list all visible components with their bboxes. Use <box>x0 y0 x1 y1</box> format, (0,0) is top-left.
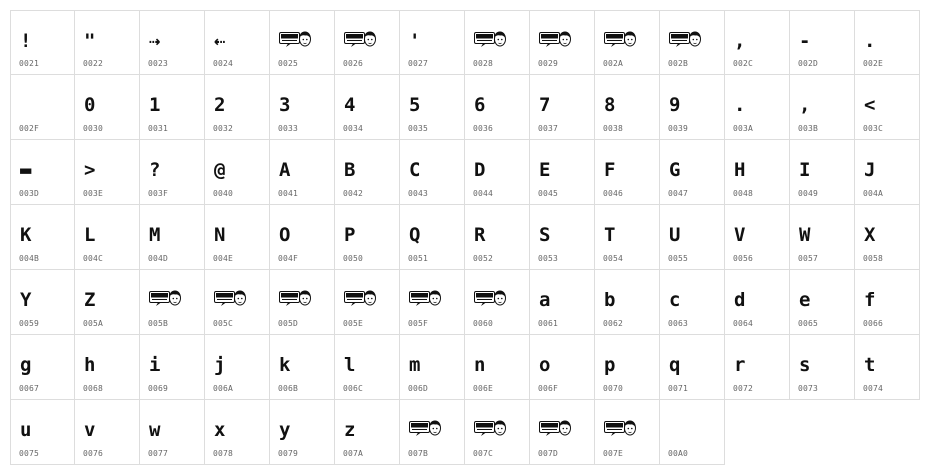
glyph-sample: z <box>344 419 356 441</box>
glyph-sample: < <box>864 94 876 116</box>
glyph-sample: w <box>149 419 161 441</box>
glyph-codepoint: 0068 <box>83 384 104 393</box>
glyph-cell[interactable] <box>465 75 530 140</box>
glyph-sample: 4 <box>344 94 356 116</box>
glyph-cell[interactable] <box>595 140 660 205</box>
glyph-cell[interactable] <box>465 400 530 465</box>
glyph-sample: 2 <box>214 94 226 116</box>
glyph-cell[interactable] <box>270 335 335 400</box>
glyph-sample: R <box>474 224 486 246</box>
glyph-row <box>10 205 920 270</box>
glyph-cell[interactable] <box>270 400 335 465</box>
glyph-cell[interactable] <box>725 335 790 400</box>
glyph-codepoint: 0062 <box>603 319 624 328</box>
glyph-sample: A <box>279 159 291 181</box>
glyph-cell[interactable] <box>75 400 140 465</box>
glyph-codepoint: 0059 <box>19 319 40 328</box>
so-sorry-face-icon <box>409 419 441 439</box>
glyph-codepoint: 003E <box>83 189 104 198</box>
glyph-cell[interactable] <box>725 205 790 270</box>
glyph-cell[interactable] <box>75 335 140 400</box>
glyph-codepoint: 0040 <box>213 189 234 198</box>
glyph-sample: M <box>149 224 161 246</box>
glyph-cell[interactable] <box>595 270 660 335</box>
glyph-codepoint: 007B <box>408 449 429 458</box>
so-sorry-face-icon <box>344 289 376 309</box>
glyph-cell[interactable] <box>270 140 335 205</box>
glyph-codepoint: 0034 <box>343 124 364 133</box>
glyph-cell[interactable] <box>530 205 595 270</box>
glyph-cell[interactable] <box>855 205 920 270</box>
glyph-cell[interactable] <box>75 75 140 140</box>
glyph-cell[interactable] <box>205 335 270 400</box>
glyph-codepoint: 0045 <box>538 189 559 198</box>
glyph-codepoint: 005A <box>83 319 104 328</box>
glyph-sample: p <box>604 354 616 376</box>
glyph-codepoint: 0026 <box>343 59 364 68</box>
glyph-codepoint: 0046 <box>603 189 624 198</box>
glyph-codepoint: 0073 <box>798 384 819 393</box>
glyph-sample: W <box>799 224 811 246</box>
glyph-codepoint: 0057 <box>798 254 819 263</box>
glyph-codepoint: 0075 <box>19 449 40 458</box>
glyph-cell[interactable] <box>595 335 660 400</box>
glyph-codepoint: 0039 <box>668 124 689 133</box>
glyph-cell[interactable] <box>270 75 335 140</box>
glyph-map-grid <box>10 10 920 465</box>
glyph-cell[interactable] <box>335 400 400 465</box>
glyph-sample: . <box>734 94 746 116</box>
glyph-sample: 9 <box>669 94 681 116</box>
glyph-codepoint: 003B <box>798 124 819 133</box>
glyph-codepoint: 0021 <box>19 59 40 68</box>
glyph-cell[interactable] <box>465 205 530 270</box>
glyph-sample: Y <box>20 289 32 311</box>
so-sorry-face-icon <box>409 289 441 309</box>
glyph-codepoint: 003F <box>148 189 169 198</box>
glyph-sample: X <box>864 224 876 246</box>
glyph-codepoint: 004E <box>213 254 234 263</box>
glyph-sample: r <box>734 354 746 376</box>
glyph-cell[interactable] <box>400 205 465 270</box>
glyph-cell[interactable] <box>595 10 660 75</box>
glyph-codepoint: 0042 <box>343 189 364 198</box>
glyph-codepoint: 0072 <box>733 384 754 393</box>
glyph-cell[interactable] <box>725 75 790 140</box>
glyph-codepoint: 00A0 <box>668 449 689 458</box>
glyph-codepoint: 0032 <box>213 124 234 133</box>
glyph-cell[interactable] <box>790 270 855 335</box>
glyph-codepoint: 007D <box>538 449 559 458</box>
glyph-sample: B <box>344 159 356 181</box>
glyph-cell[interactable] <box>660 140 725 205</box>
glyph-cell[interactable] <box>75 205 140 270</box>
glyph-cell[interactable] <box>660 400 725 465</box>
glyph-sample: d <box>734 289 746 311</box>
glyph-sample: 7 <box>539 94 551 116</box>
glyph-codepoint: 0074 <box>863 384 884 393</box>
glyph-codepoint: 0022 <box>83 59 104 68</box>
glyph-sample: q <box>669 354 681 376</box>
glyph-codepoint: 004B <box>19 254 40 263</box>
glyph-codepoint: 006F <box>538 384 559 393</box>
glyph-codepoint: 0065 <box>798 319 819 328</box>
glyph-codepoint: 004C <box>83 254 104 263</box>
so-sorry-face-icon <box>474 289 506 309</box>
glyph-cell[interactable] <box>75 140 140 205</box>
glyph-sample: E <box>539 159 551 181</box>
glyph-cell[interactable] <box>855 75 920 140</box>
glyph-cell[interactable] <box>595 400 660 465</box>
glyph-sample: V <box>734 224 746 246</box>
glyph-cell[interactable] <box>855 270 920 335</box>
glyph-sample: 0 <box>84 94 96 116</box>
glyph-cell[interactable] <box>595 205 660 270</box>
so-sorry-face-icon <box>474 30 506 50</box>
glyph-sample: K <box>20 224 32 246</box>
glyph-cell[interactable] <box>465 10 530 75</box>
glyph-sample: , <box>734 30 746 52</box>
glyph-codepoint: 0023 <box>148 59 169 68</box>
glyph-sample: S <box>539 224 551 246</box>
glyph-codepoint: 006E <box>473 384 494 393</box>
glyph-sample: U <box>669 224 681 246</box>
glyph-row <box>10 10 920 75</box>
glyph-row <box>10 400 920 465</box>
glyph-sample: , <box>799 94 811 116</box>
glyph-codepoint: 005E <box>343 319 364 328</box>
glyph-codepoint: 0067 <box>19 384 40 393</box>
glyph-codepoint: 0066 <box>863 319 884 328</box>
glyph-sample: G <box>669 159 681 181</box>
glyph-sample: ! <box>20 30 32 52</box>
glyph-codepoint: 002E <box>863 59 884 68</box>
glyph-cell[interactable] <box>400 335 465 400</box>
glyph-codepoint: 006A <box>213 384 234 393</box>
glyph-cell[interactable] <box>335 335 400 400</box>
glyph-sample: y <box>279 419 291 441</box>
glyph-codepoint: 0069 <box>148 384 169 393</box>
glyph-codepoint: 0029 <box>538 59 559 68</box>
glyph-cell[interactable] <box>75 10 140 75</box>
glyph-cell[interactable] <box>790 10 855 75</box>
glyph-codepoint: 004D <box>148 254 169 263</box>
glyph-sample: N <box>214 224 226 246</box>
glyph-cell[interactable] <box>660 75 725 140</box>
glyph-cell[interactable] <box>10 205 75 270</box>
glyph-cell[interactable] <box>205 400 270 465</box>
glyph-cell[interactable] <box>725 140 790 205</box>
glyph-sample: F <box>604 159 616 181</box>
glyph-cell[interactable] <box>10 400 75 465</box>
glyph-sample: ? <box>149 159 161 181</box>
glyph-sample: 3 <box>279 94 291 116</box>
glyph-cell[interactable] <box>855 140 920 205</box>
glyph-sample: Z <box>84 289 96 311</box>
glyph-codepoint: 0079 <box>278 449 299 458</box>
glyph-codepoint: 003C <box>863 124 884 133</box>
so-sorry-face-icon <box>604 419 636 439</box>
glyph-codepoint: 0025 <box>278 59 299 68</box>
glyph-codepoint: 0031 <box>148 124 169 133</box>
glyph-sample: a <box>539 289 551 311</box>
glyph-sample: C <box>409 159 421 181</box>
glyph-cell[interactable] <box>400 10 465 75</box>
glyph-sample: 1 <box>149 94 161 116</box>
glyph-cell[interactable] <box>790 335 855 400</box>
glyph-codepoint: 0048 <box>733 189 754 198</box>
glyph-codepoint: 0078 <box>213 449 234 458</box>
glyph-cell[interactable] <box>400 75 465 140</box>
glyph-cell[interactable] <box>530 335 595 400</box>
glyph-codepoint: 007C <box>473 449 494 458</box>
glyph-cell[interactable] <box>400 140 465 205</box>
glyph-cell[interactable] <box>465 140 530 205</box>
glyph-codepoint: 003A <box>733 124 754 133</box>
glyph-sample: 5 <box>409 94 421 116</box>
glyph-codepoint: 0035 <box>408 124 429 133</box>
glyph-cell[interactable] <box>270 10 335 75</box>
glyph-cell[interactable] <box>465 335 530 400</box>
glyph-sample: c <box>669 289 681 311</box>
glyph-codepoint: 0030 <box>83 124 104 133</box>
glyph-cell[interactable] <box>660 205 725 270</box>
glyph-cell[interactable] <box>725 270 790 335</box>
glyph-sample: b <box>604 289 616 311</box>
glyph-cell[interactable] <box>530 400 595 465</box>
glyph-cell[interactable] <box>205 10 270 75</box>
glyph-sample: . <box>864 30 876 52</box>
glyph-sample: T <box>604 224 616 246</box>
glyph-cell[interactable] <box>335 270 400 335</box>
glyph-codepoint: 0049 <box>798 189 819 198</box>
glyph-codepoint: 002A <box>603 59 624 68</box>
glyph-codepoint: 0052 <box>473 254 494 263</box>
glyph-codepoint: 002B <box>668 59 689 68</box>
glyph-sample: t <box>864 354 876 376</box>
glyph-sample: ⇢ <box>149 30 161 52</box>
glyph-cell[interactable] <box>205 75 270 140</box>
glyph-sample: 8 <box>604 94 616 116</box>
glyph-codepoint: 0070 <box>603 384 624 393</box>
glyph-cell[interactable] <box>10 10 75 75</box>
glyph-codepoint: 0054 <box>603 254 624 263</box>
glyph-cell[interactable] <box>205 270 270 335</box>
glyph-sample: o <box>539 354 551 376</box>
so-sorry-face-icon <box>604 30 636 50</box>
so-sorry-face-icon <box>539 30 571 50</box>
glyph-sample: j <box>214 354 226 376</box>
glyph-cell[interactable] <box>660 10 725 75</box>
glyph-cell[interactable] <box>140 10 205 75</box>
glyph-sample: k <box>279 354 291 376</box>
so-sorry-face-icon <box>474 419 506 439</box>
glyph-codepoint: 004A <box>863 189 884 198</box>
glyph-sample: v <box>84 419 96 441</box>
glyph-cell[interactable] <box>790 205 855 270</box>
glyph-codepoint: 005F <box>408 319 429 328</box>
glyph-cell[interactable] <box>465 270 530 335</box>
glyph-cell[interactable] <box>10 75 75 140</box>
glyph-codepoint: 0024 <box>213 59 234 68</box>
glyph-cell[interactable] <box>855 335 920 400</box>
glyph-codepoint: 0033 <box>278 124 299 133</box>
glyph-codepoint: 005B <box>148 319 169 328</box>
glyph-row <box>10 335 920 400</box>
glyph-cell[interactable] <box>140 400 205 465</box>
glyph-sample: ⇠ <box>214 30 226 52</box>
glyph-codepoint: 004F <box>278 254 299 263</box>
so-sorry-face-icon <box>149 289 181 309</box>
glyph-codepoint: 005C <box>213 319 234 328</box>
glyph-codepoint: 0050 <box>343 254 364 263</box>
glyph-codepoint: 0038 <box>603 124 624 133</box>
glyph-codepoint: 003D <box>19 189 40 198</box>
glyph-cell[interactable] <box>140 270 205 335</box>
glyph-codepoint: 0077 <box>148 449 169 458</box>
glyph-codepoint: 0058 <box>863 254 884 263</box>
glyph-codepoint: 006D <box>408 384 429 393</box>
glyph-codepoint: 0053 <box>538 254 559 263</box>
glyph-cell[interactable] <box>10 335 75 400</box>
glyph-codepoint: 0063 <box>668 319 689 328</box>
glyph-sample: O <box>279 224 291 246</box>
glyph-cell[interactable] <box>790 75 855 140</box>
glyph-sample: n <box>474 354 486 376</box>
glyph-codepoint: 0036 <box>473 124 494 133</box>
glyph-sample: l <box>344 354 356 376</box>
glyph-sample: ' <box>409 30 421 52</box>
glyph-cell[interactable] <box>400 400 465 465</box>
glyph-cell[interactable] <box>530 140 595 205</box>
glyph-cell[interactable] <box>530 75 595 140</box>
glyph-codepoint: 0044 <box>473 189 494 198</box>
glyph-sample: x <box>214 419 226 441</box>
glyph-sample: h <box>84 354 96 376</box>
glyph-codepoint: 0076 <box>83 449 104 458</box>
glyph-sample: Q <box>409 224 421 246</box>
glyph-cell[interactable] <box>75 270 140 335</box>
glyph-cell[interactable] <box>595 75 660 140</box>
glyph-codepoint: 0061 <box>538 319 559 328</box>
glyph-codepoint: 0037 <box>538 124 559 133</box>
glyph-sample: u <box>20 419 32 441</box>
glyph-cell[interactable] <box>205 140 270 205</box>
glyph-cell[interactable] <box>140 140 205 205</box>
glyph-codepoint: 002D <box>798 59 819 68</box>
so-sorry-face-icon <box>214 289 246 309</box>
glyph-codepoint: 006B <box>278 384 299 393</box>
glyph-cell[interactable] <box>140 335 205 400</box>
glyph-sample: " <box>84 30 96 52</box>
so-sorry-face-icon <box>279 289 311 309</box>
glyph-cell[interactable] <box>530 270 595 335</box>
glyph-cell[interactable] <box>140 205 205 270</box>
glyph-codepoint: 0028 <box>473 59 494 68</box>
glyph-row <box>10 270 920 335</box>
glyph-cell[interactable] <box>400 270 465 335</box>
glyph-sample: I <box>799 159 811 181</box>
glyph-sample: i <box>149 354 161 376</box>
glyph-sample: - <box>799 30 811 52</box>
so-sorry-face-icon <box>669 30 701 50</box>
glyph-codepoint: 0056 <box>733 254 754 263</box>
glyph-codepoint: 0041 <box>278 189 299 198</box>
glyph-cell[interactable] <box>335 75 400 140</box>
glyph-cell[interactable] <box>10 140 75 205</box>
glyph-codepoint: 0055 <box>668 254 689 263</box>
glyph-sample: D <box>474 159 486 181</box>
so-sorry-face-icon <box>344 30 376 50</box>
glyph-sample: J <box>864 159 876 181</box>
glyph-sample: e <box>799 289 811 311</box>
glyph-cell[interactable] <box>10 270 75 335</box>
glyph-sample: ▬ <box>20 159 32 181</box>
glyph-codepoint: 0051 <box>408 254 429 263</box>
glyph-codepoint: 0047 <box>668 189 689 198</box>
glyph-cell[interactable] <box>790 140 855 205</box>
glyph-sample: 6 <box>474 94 486 116</box>
glyph-codepoint: 0027 <box>408 59 429 68</box>
glyph-cell[interactable] <box>140 75 205 140</box>
glyph-cell[interactable] <box>660 335 725 400</box>
glyph-sample: @ <box>214 159 226 181</box>
glyph-cell[interactable] <box>530 10 595 75</box>
glyph-cell[interactable] <box>335 10 400 75</box>
glyph-sample: H <box>734 159 746 181</box>
glyph-sample: f <box>864 289 876 311</box>
glyph-codepoint: 0043 <box>408 189 429 198</box>
glyph-sample: s <box>799 354 811 376</box>
glyph-codepoint: 0064 <box>733 319 754 328</box>
glyph-codepoint: 002F <box>19 124 40 133</box>
glyph-cell[interactable] <box>335 140 400 205</box>
glyph-codepoint: 0071 <box>668 384 689 393</box>
glyph-codepoint: 005D <box>278 319 299 328</box>
so-sorry-face-icon <box>279 30 311 50</box>
glyph-codepoint: 006C <box>343 384 364 393</box>
glyph-cell[interactable] <box>270 270 335 335</box>
glyph-sample: L <box>84 224 96 246</box>
so-sorry-face-icon <box>539 419 571 439</box>
glyph-sample: > <box>84 159 96 181</box>
glyph-codepoint: 0060 <box>473 319 494 328</box>
glyph-cell[interactable] <box>855 10 920 75</box>
glyph-codepoint: 007E <box>603 449 624 458</box>
glyph-sample: m <box>409 354 421 376</box>
glyph-cell[interactable] <box>725 10 790 75</box>
glyph-sample: g <box>20 354 32 376</box>
glyph-cell[interactable] <box>335 205 400 270</box>
glyph-codepoint: 002C <box>733 59 754 68</box>
glyph-row <box>10 140 920 205</box>
glyph-cell[interactable] <box>205 205 270 270</box>
glyph-codepoint: 007A <box>343 449 364 458</box>
glyph-cell[interactable] <box>660 270 725 335</box>
glyph-cell[interactable] <box>270 205 335 270</box>
glyph-sample: P <box>344 224 356 246</box>
glyph-row <box>10 75 920 140</box>
